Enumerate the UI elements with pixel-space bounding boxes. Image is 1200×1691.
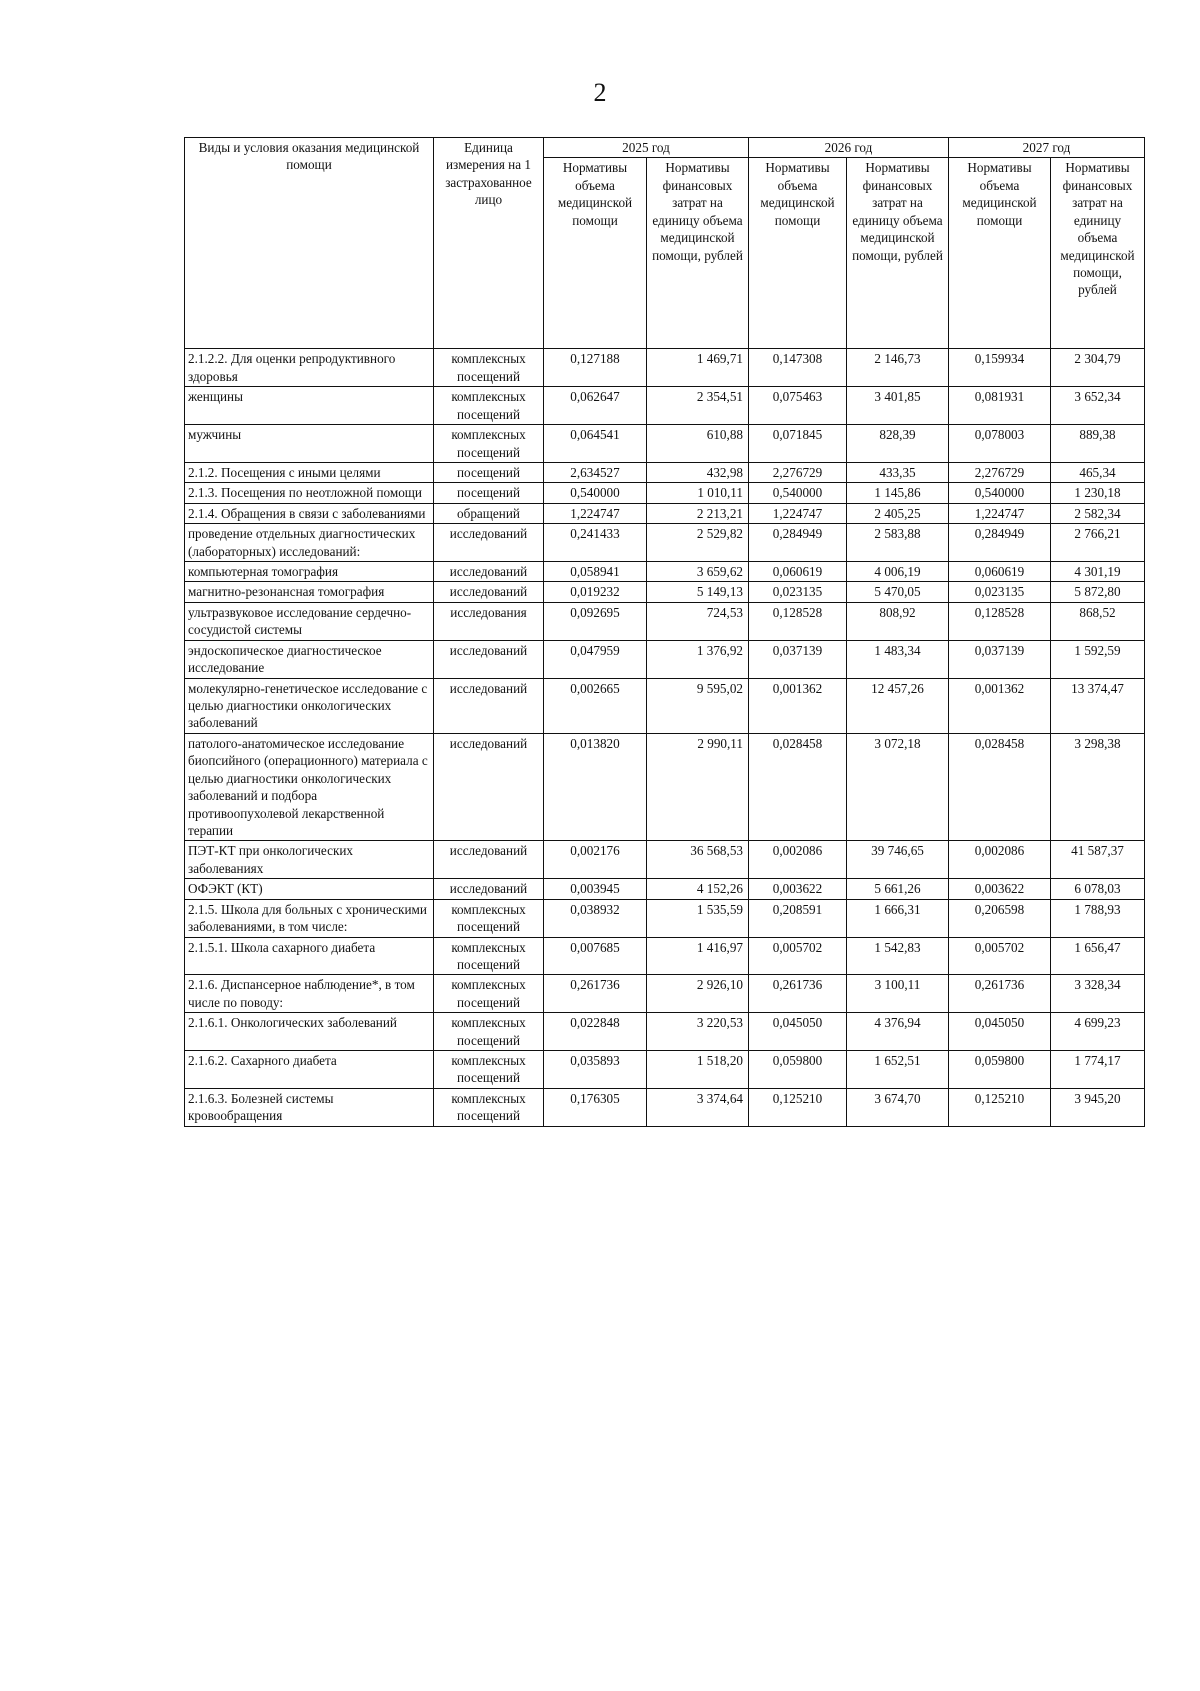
cost-2025: 2 213,21 <box>647 503 749 523</box>
volume-2025: 0,127188 <box>544 349 647 387</box>
cost-2026: 1 145,86 <box>847 483 949 503</box>
cost-2027: 41 587,37 <box>1051 841 1145 879</box>
cost-2027: 3 298,38 <box>1051 733 1145 841</box>
row-unit: исследований <box>434 582 544 602</box>
volume-2026: 0,261736 <box>749 975 847 1013</box>
cost-2026: 4 376,94 <box>847 1013 949 1051</box>
volume-2026: 0,071845 <box>749 425 847 463</box>
volume-2025: 0,002176 <box>544 841 647 879</box>
cost-2025: 1 376,92 <box>647 640 749 678</box>
cost-2026: 808,92 <box>847 602 949 640</box>
cost-2025: 1 416,97 <box>647 937 749 975</box>
cost-2026: 828,39 <box>847 425 949 463</box>
row-unit: комплексных посещений <box>434 1088 544 1126</box>
cost-2025: 610,88 <box>647 425 749 463</box>
volume-2027: 2,276729 <box>949 462 1051 482</box>
volume-2026: 0,028458 <box>749 733 847 841</box>
cost-2027: 4 301,19 <box>1051 562 1145 582</box>
row-name: 2.1.6.2. Сахарного диабета <box>185 1051 434 1089</box>
volume-2026: 1,224747 <box>749 503 847 523</box>
cost-2025: 432,98 <box>647 462 749 482</box>
table-row <box>185 879 1145 899</box>
volume-2026: 0,284949 <box>749 524 847 562</box>
row-name: патолого-анатомическое исследование биопсийного (операционного) материала с целью диагностики онкологических заболеваний и подбора противоопухолевой лекарственной терапии <box>185 733 434 841</box>
header-year-2026: 2026 год <box>749 138 949 158</box>
volume-2026: 0,059800 <box>749 1051 847 1089</box>
cost-2026: 3 674,70 <box>847 1088 949 1126</box>
cost-2025: 9 595,02 <box>647 678 749 733</box>
table-row <box>185 349 1145 387</box>
cost-2026: 1 542,83 <box>847 937 949 975</box>
norms-table <box>184 137 1145 1127</box>
table-row <box>185 562 1145 582</box>
cost-2027: 1 788,93 <box>1051 899 1145 937</box>
row-unit: комплексных посещений <box>434 1051 544 1089</box>
cost-2027: 3 328,34 <box>1051 975 1145 1013</box>
row-name: 2.1.2. Посещения с иными целями <box>185 462 434 482</box>
cost-2027: 4 699,23 <box>1051 1013 1145 1051</box>
row-unit: исследований <box>434 562 544 582</box>
cost-2025: 3 374,64 <box>647 1088 749 1126</box>
cost-2026: 433,35 <box>847 462 949 482</box>
row-name: 2.1.6. Диспансерное наблюдение*, в том числе по поводу: <box>185 975 434 1013</box>
cost-2027: 1 774,17 <box>1051 1051 1145 1089</box>
table-row <box>185 483 1145 503</box>
volume-2027: 0,206598 <box>949 899 1051 937</box>
volume-2025: 0,092695 <box>544 602 647 640</box>
cost-2027: 889,38 <box>1051 425 1145 463</box>
table-row <box>185 733 1145 841</box>
volume-2026: 0,005702 <box>749 937 847 975</box>
row-unit: исследований <box>434 640 544 678</box>
row-unit: комплексных посещений <box>434 975 544 1013</box>
volume-2025: 0,540000 <box>544 483 647 503</box>
cost-2026: 1 483,34 <box>847 640 949 678</box>
volume-2026: 0,037139 <box>749 640 847 678</box>
cost-2027: 5 872,80 <box>1051 582 1145 602</box>
cost-2026: 3 401,85 <box>847 387 949 425</box>
cost-2027: 6 078,03 <box>1051 879 1145 899</box>
header-year-2025: 2025 год <box>544 138 749 158</box>
row-name: магнитно-резонансная томография <box>185 582 434 602</box>
row-name: эндоскопическое диагностическое исследование <box>185 640 434 678</box>
row-unit: комплексных посещений <box>434 349 544 387</box>
cost-2025: 1 518,20 <box>647 1051 749 1089</box>
volume-2026: 0,075463 <box>749 387 847 425</box>
cost-2026: 12 457,26 <box>847 678 949 733</box>
volume-2025: 0,047959 <box>544 640 647 678</box>
row-unit: комплексных посещений <box>434 387 544 425</box>
row-name: мужчины <box>185 425 434 463</box>
header-volume-2025: Нормативы объема медицинской помощи <box>544 158 647 349</box>
cost-2025: 2 926,10 <box>647 975 749 1013</box>
volume-2026: 0,045050 <box>749 1013 847 1051</box>
table-row <box>185 1013 1145 1051</box>
row-name: 2.1.5. Школа для больных с хроническими заболеваниями, в том числе: <box>185 899 434 937</box>
volume-2027: 0,125210 <box>949 1088 1051 1126</box>
cost-2025: 2 529,82 <box>647 524 749 562</box>
table-row <box>185 937 1145 975</box>
row-name: ПЭТ-КТ при онкологических заболеваниях <box>185 841 434 879</box>
volume-2025: 0,176305 <box>544 1088 647 1126</box>
table-row <box>185 524 1145 562</box>
cost-2027: 1 656,47 <box>1051 937 1145 975</box>
volume-2027: 0,261736 <box>949 975 1051 1013</box>
cost-2027: 1 230,18 <box>1051 483 1145 503</box>
row-unit: комплексных посещений <box>434 1013 544 1051</box>
volume-2027: 0,028458 <box>949 733 1051 841</box>
table-row <box>185 899 1145 937</box>
volume-2026: 0,147308 <box>749 349 847 387</box>
volume-2027: 0,002086 <box>949 841 1051 879</box>
cost-2026: 1 666,31 <box>847 899 949 937</box>
table-row <box>185 387 1145 425</box>
table-row <box>185 640 1145 678</box>
volume-2027: 0,284949 <box>949 524 1051 562</box>
cost-2027: 868,52 <box>1051 602 1145 640</box>
header-cost-2025: Нормативы финансовых затрат на единицу объема медицинской помощи, рублей <box>647 158 749 349</box>
volume-2025: 0,064541 <box>544 425 647 463</box>
row-name: молекулярно-генетическое исследование с целью диагностики онкологических заболеваний <box>185 678 434 733</box>
header-year-2027: 2027 год <box>949 138 1145 158</box>
volume-2025: 0,035893 <box>544 1051 647 1089</box>
volume-2025: 0,019232 <box>544 582 647 602</box>
row-unit: комплексных посещений <box>434 937 544 975</box>
header-cost-2026: Нормативы финансовых затрат на единицу объема медицинской помощи, рублей <box>847 158 949 349</box>
volume-2025: 0,007685 <box>544 937 647 975</box>
row-unit: посещений <box>434 483 544 503</box>
row-name: компьютерная томография <box>185 562 434 582</box>
volume-2025: 0,022848 <box>544 1013 647 1051</box>
volume-2026: 0,023135 <box>749 582 847 602</box>
cost-2025: 1 469,71 <box>647 349 749 387</box>
volume-2027: 0,023135 <box>949 582 1051 602</box>
table-row <box>185 462 1145 482</box>
volume-2025: 0,241433 <box>544 524 647 562</box>
cost-2027: 465,34 <box>1051 462 1145 482</box>
volume-2026: 0,060619 <box>749 562 847 582</box>
volume-2027: 0,045050 <box>949 1013 1051 1051</box>
row-unit: исследований <box>434 524 544 562</box>
cost-2026: 2 405,25 <box>847 503 949 523</box>
table-row <box>185 1051 1145 1089</box>
cost-2027: 2 582,34 <box>1051 503 1145 523</box>
row-name: 2.1.4. Обращения в связи с заболеваниями <box>185 503 434 523</box>
row-name: 2.1.6.3. Болезней системы кровообращения <box>185 1088 434 1126</box>
row-unit: обращений <box>434 503 544 523</box>
cost-2026: 5 661,26 <box>847 879 949 899</box>
cost-2027: 13 374,47 <box>1051 678 1145 733</box>
cost-2026: 3 072,18 <box>847 733 949 841</box>
volume-2025: 1,224747 <box>544 503 647 523</box>
page-number: 2 <box>593 78 607 107</box>
table-row <box>185 841 1145 879</box>
cost-2025: 3 659,62 <box>647 562 749 582</box>
header-row-years <box>185 138 1145 158</box>
volume-2025: 0,058941 <box>544 562 647 582</box>
table-row <box>185 1088 1145 1126</box>
volume-2027: 0,037139 <box>949 640 1051 678</box>
volume-2027: 0,540000 <box>949 483 1051 503</box>
cost-2026: 3 100,11 <box>847 975 949 1013</box>
row-unit: комплексных посещений <box>434 899 544 937</box>
volume-2025: 0,038932 <box>544 899 647 937</box>
cost-2026: 39 746,65 <box>847 841 949 879</box>
row-unit: исследований <box>434 678 544 733</box>
volume-2027: 0,159934 <box>949 349 1051 387</box>
table-row <box>185 678 1145 733</box>
header-volume-2027: Нормативы объема медицинской помощи <box>949 158 1051 349</box>
row-name: женщины <box>185 387 434 425</box>
volume-2025: 0,013820 <box>544 733 647 841</box>
volume-2027: 1,224747 <box>949 503 1051 523</box>
cost-2027: 1 592,59 <box>1051 640 1145 678</box>
cost-2025: 2 990,11 <box>647 733 749 841</box>
row-name: 2.1.5.1. Школа сахарного диабета <box>185 937 434 975</box>
cost-2025: 3 220,53 <box>647 1013 749 1051</box>
row-unit: исследования <box>434 602 544 640</box>
volume-2025: 0,002665 <box>544 678 647 733</box>
cost-2025: 1 010,11 <box>647 483 749 503</box>
volume-2027: 0,060619 <box>949 562 1051 582</box>
header-name: Виды и условия оказания медицинской помощи <box>185 138 434 349</box>
volume-2027: 0,059800 <box>949 1051 1051 1089</box>
cost-2027: 2 304,79 <box>1051 349 1145 387</box>
row-unit: исследований <box>434 841 544 879</box>
volume-2026: 0,540000 <box>749 483 847 503</box>
volume-2027: 0,078003 <box>949 425 1051 463</box>
table-row <box>185 975 1145 1013</box>
volume-2026: 0,208591 <box>749 899 847 937</box>
cost-2025: 724,53 <box>647 602 749 640</box>
row-unit: исследований <box>434 879 544 899</box>
cost-2025: 5 149,13 <box>647 582 749 602</box>
volume-2026: 0,002086 <box>749 841 847 879</box>
row-name: 2.1.2.2. Для оценки репродуктивного здоровья <box>185 349 434 387</box>
row-unit: посещений <box>434 462 544 482</box>
volume-2025: 2,634527 <box>544 462 647 482</box>
cost-2026: 4 006,19 <box>847 562 949 582</box>
volume-2025: 0,261736 <box>544 975 647 1013</box>
volume-2026: 0,125210 <box>749 1088 847 1126</box>
cost-2026: 2 146,73 <box>847 349 949 387</box>
cost-2025: 4 152,26 <box>647 879 749 899</box>
table-body <box>185 349 1145 1126</box>
table-row <box>185 503 1145 523</box>
table-row <box>185 602 1145 640</box>
header-volume-2026: Нормативы объема медицинской помощи <box>749 158 847 349</box>
cost-2026: 2 583,88 <box>847 524 949 562</box>
cost-2025: 1 535,59 <box>647 899 749 937</box>
volume-2025: 0,062647 <box>544 387 647 425</box>
row-name: ОФЭКТ (КТ) <box>185 879 434 899</box>
cost-2027: 2 766,21 <box>1051 524 1145 562</box>
volume-2027: 0,081931 <box>949 387 1051 425</box>
cost-2025: 2 354,51 <box>647 387 749 425</box>
volume-2027: 0,005702 <box>949 937 1051 975</box>
header-cost-2027: Нормативы финансовых затрат на единицу объема медицинской помощи, рублей <box>1051 158 1145 349</box>
cost-2027: 3 652,34 <box>1051 387 1145 425</box>
row-name: ультразвуковое исследование сердечно-сосудистой системы <box>185 602 434 640</box>
cost-2026: 1 652,51 <box>847 1051 949 1089</box>
row-name: 2.1.3. Посещения по неотложной помощи <box>185 483 434 503</box>
volume-2027: 0,001362 <box>949 678 1051 733</box>
volume-2027: 0,128528 <box>949 602 1051 640</box>
cost-2027: 3 945,20 <box>1051 1088 1145 1126</box>
row-unit: исследований <box>434 733 544 841</box>
volume-2026: 0,003622 <box>749 879 847 899</box>
header-unit: Единица измерения на 1 застрахованное лицо <box>434 138 544 349</box>
row-name: проведение отдельных диагностических (лабораторных) исследований: <box>185 524 434 562</box>
volume-2026: 2,276729 <box>749 462 847 482</box>
row-unit: комплексных посещений <box>434 425 544 463</box>
volume-2026: 0,128528 <box>749 602 847 640</box>
row-name: 2.1.6.1. Онкологических заболеваний <box>185 1013 434 1051</box>
volume-2026: 0,001362 <box>749 678 847 733</box>
table-row <box>185 425 1145 463</box>
volume-2027: 0,003622 <box>949 879 1051 899</box>
volume-2025: 0,003945 <box>544 879 647 899</box>
table-row <box>185 582 1145 602</box>
cost-2025: 36 568,53 <box>647 841 749 879</box>
cost-2026: 5 470,05 <box>847 582 949 602</box>
